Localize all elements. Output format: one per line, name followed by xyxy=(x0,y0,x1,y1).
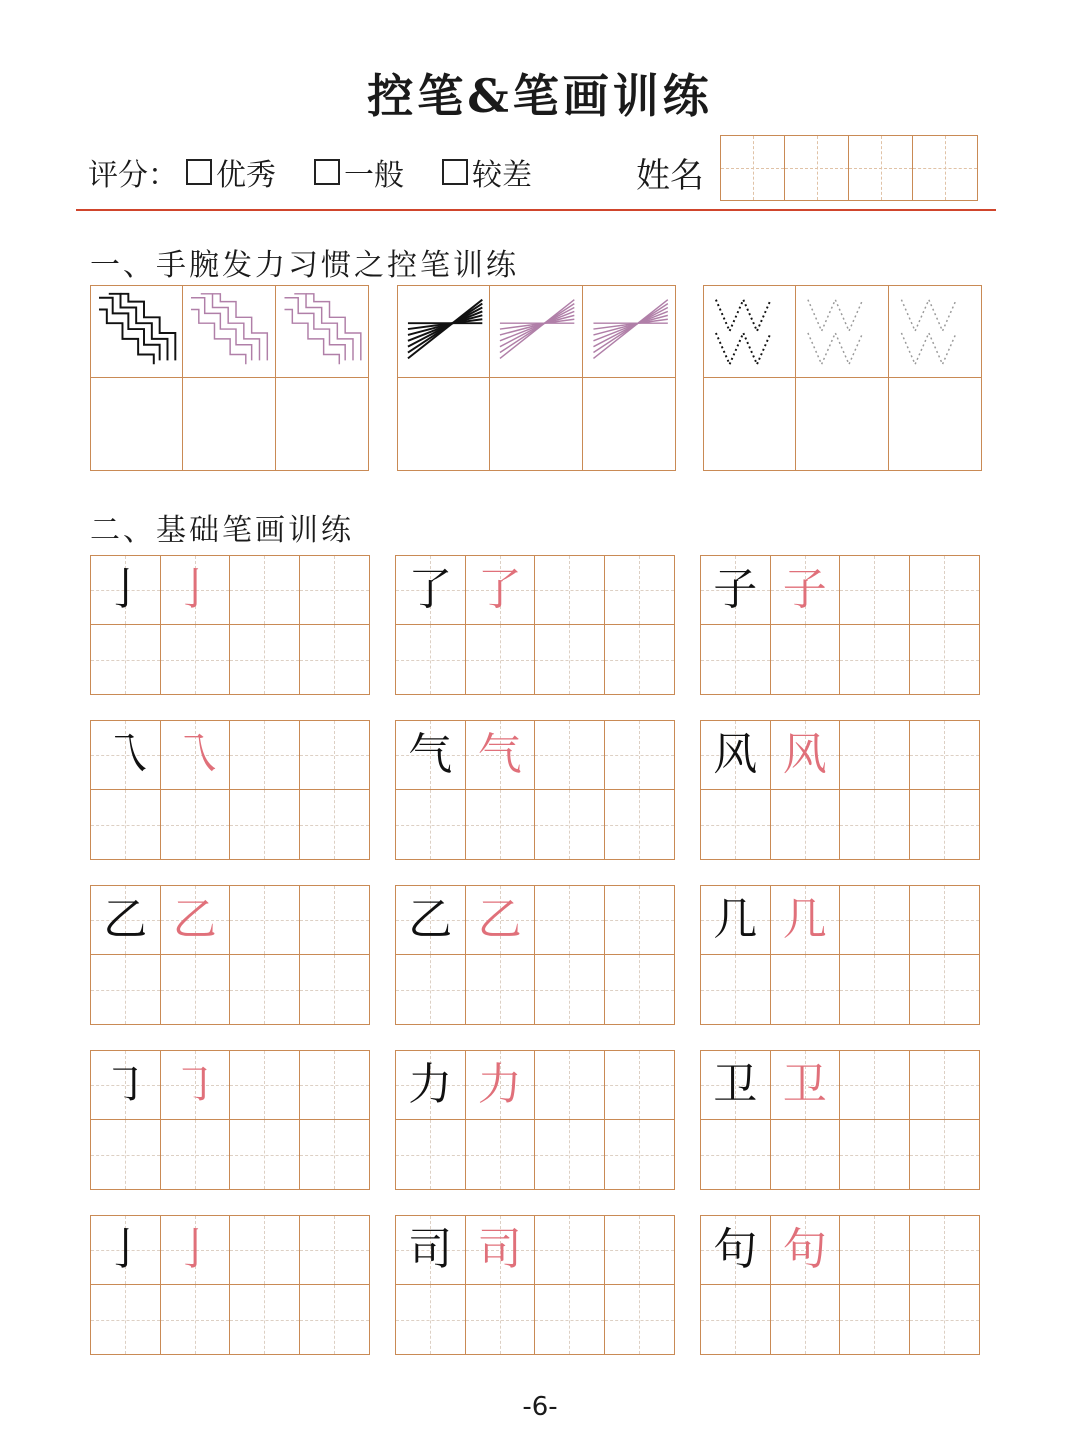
tianzige-cell[interactable] xyxy=(605,790,675,859)
stroke-practice-block xyxy=(395,1050,675,1190)
name-cell[interactable] xyxy=(721,136,785,200)
tianzige-cell xyxy=(771,886,841,955)
tianzige-cell[interactable] xyxy=(161,625,231,694)
tianzige-cell[interactable] xyxy=(701,1120,771,1189)
tianzige-cell[interactable] xyxy=(466,1285,536,1354)
tianzige-cell[interactable] xyxy=(840,721,910,790)
tianzige-cell xyxy=(771,556,841,625)
trace-character: 几 xyxy=(782,894,827,945)
checkbox-icon[interactable] xyxy=(314,159,340,185)
header-divider xyxy=(76,209,996,211)
trace-character: 司 xyxy=(477,1224,522,1275)
tianzige-cell[interactable] xyxy=(771,955,841,1024)
stroke-practice-block xyxy=(90,720,370,860)
tianzige-cell xyxy=(701,886,771,955)
tianzige-cell xyxy=(771,721,841,790)
tianzige-cell xyxy=(396,1216,466,1285)
fan-pattern-cell xyxy=(398,286,490,378)
fan-pattern-cell xyxy=(583,286,675,378)
tianzige-cell[interactable] xyxy=(300,721,370,790)
rating-row xyxy=(88,150,570,194)
tianzige-cell xyxy=(771,1051,841,1120)
tianzige-cell xyxy=(161,556,231,625)
w-pattern-cell xyxy=(704,286,796,378)
stroke-practice-block xyxy=(395,720,675,860)
tianzige-cell[interactable] xyxy=(230,955,300,1024)
tianzige-cell[interactable] xyxy=(466,625,536,694)
tianzige-cell[interactable] xyxy=(91,955,161,1024)
tianzige-cell[interactable] xyxy=(910,1120,980,1189)
dotted-w-icon xyxy=(796,286,887,377)
model-character: 亅 xyxy=(103,1224,148,1275)
tianzige-cell[interactable] xyxy=(535,1285,605,1354)
model-character: 风 xyxy=(713,729,758,780)
tianzige-cell[interactable] xyxy=(230,625,300,694)
tianzige-cell[interactable] xyxy=(771,625,841,694)
tianzige-cell[interactable] xyxy=(396,1120,466,1189)
tianzige-cell xyxy=(161,721,231,790)
tianzige-cell[interactable] xyxy=(771,1120,841,1189)
tianzige-cell[interactable] xyxy=(161,790,231,859)
model-character: 了 xyxy=(408,564,453,615)
model-character: 乙 xyxy=(408,894,453,945)
tianzige-cell xyxy=(91,721,161,790)
staircase-icon xyxy=(276,286,368,377)
trace-character: 亅 xyxy=(172,564,217,615)
stroke-practice-block xyxy=(90,885,370,1025)
checkbox-icon[interactable] xyxy=(442,159,468,185)
stroke-practice-block xyxy=(90,1215,370,1355)
pen-control-group-fan xyxy=(397,285,676,471)
trace-character: 风 xyxy=(782,729,827,780)
tianzige-cell[interactable] xyxy=(605,1216,675,1285)
tianzige-cell[interactable] xyxy=(396,625,466,694)
rating-option-poor[interactable] xyxy=(442,150,532,194)
tianzige-cell[interactable] xyxy=(840,790,910,859)
model-character: 乙 xyxy=(103,894,148,945)
tianzige-cell[interactable] xyxy=(230,886,300,955)
tianzige-cell xyxy=(466,556,536,625)
practice-cell[interactable] xyxy=(796,378,888,470)
rating-option-label: 较差 xyxy=(472,158,532,193)
rating-option-label: 优秀 xyxy=(216,158,276,193)
stroke-practice-block xyxy=(700,555,980,695)
practice-cell[interactable] xyxy=(398,378,490,470)
section2-title: 二、基础笔画训练 xyxy=(90,513,354,548)
name-cell[interactable] xyxy=(913,136,977,200)
staircase-pattern-cell xyxy=(91,286,183,378)
tianzige-cell[interactable] xyxy=(535,955,605,1024)
tianzige-cell xyxy=(91,886,161,955)
stroke-practice-block xyxy=(395,885,675,1025)
tianzige-cell xyxy=(771,1216,841,1285)
tianzige-cell[interactable] xyxy=(300,955,370,1024)
tianzige-cell xyxy=(466,1051,536,1120)
model-character: 句 xyxy=(713,1224,758,1275)
tianzige-cell[interactable] xyxy=(701,790,771,859)
trace-character: 乙 xyxy=(172,894,217,945)
tianzige-cell[interactable] xyxy=(230,1216,300,1285)
w-pattern-cell xyxy=(796,286,888,378)
stroke-practice-block xyxy=(395,1215,675,1355)
tianzige-cell[interactable] xyxy=(300,790,370,859)
pen-control-group-w xyxy=(703,285,982,471)
trace-character: 乙 xyxy=(477,894,522,945)
tianzige-cell[interactable] xyxy=(605,955,675,1024)
tianzige-cell[interactable] xyxy=(161,955,231,1024)
name-cell[interactable] xyxy=(785,136,849,200)
tianzige-cell[interactable] xyxy=(466,955,536,1024)
section1-title: 一、手腕发力习惯之控笔训练 xyxy=(90,248,519,283)
tianzige-cell[interactable] xyxy=(605,625,675,694)
fan-lines-icon xyxy=(583,286,675,377)
tianzige-cell[interactable] xyxy=(300,1120,370,1189)
tianzige-cell xyxy=(396,1051,466,1120)
model-character: 力 xyxy=(408,1059,453,1110)
stroke-practice-block xyxy=(700,720,980,860)
rating-option-average[interactable] xyxy=(314,150,404,194)
stroke-practice-block xyxy=(90,1050,370,1190)
tianzige-cell[interactable] xyxy=(535,886,605,955)
rating-option-label: 一般 xyxy=(344,158,404,193)
tianzige-cell[interactable] xyxy=(300,886,370,955)
rating-label: 评分： xyxy=(88,158,178,193)
trace-character: 亅 xyxy=(172,1224,217,1275)
tianzige-cell[interactable] xyxy=(840,1285,910,1354)
tianzige-cell[interactable] xyxy=(300,1051,370,1120)
trace-character: 卫 xyxy=(782,1059,827,1110)
tianzige-cell[interactable] xyxy=(300,556,370,625)
tianzige-cell[interactable] xyxy=(396,955,466,1024)
tianzige-cell xyxy=(91,1051,161,1120)
tianzige-cell[interactable] xyxy=(910,556,980,625)
tianzige-cell xyxy=(396,556,466,625)
staircase-icon xyxy=(91,286,182,377)
name-label: 姓名 xyxy=(636,156,704,196)
tianzige-cell[interactable] xyxy=(535,1216,605,1285)
trace-character: 气 xyxy=(477,729,522,780)
practice-cell[interactable] xyxy=(704,378,796,470)
tianzige-cell[interactable] xyxy=(910,1216,980,1285)
tianzige-cell[interactable] xyxy=(466,790,536,859)
tianzige-cell[interactable] xyxy=(300,1216,370,1285)
tianzige-cell[interactable] xyxy=(161,1285,231,1354)
tianzige-cell[interactable] xyxy=(300,1285,370,1354)
tianzige-cell xyxy=(466,886,536,955)
staircase-icon xyxy=(183,286,274,377)
tianzige-cell[interactable] xyxy=(535,1120,605,1189)
tianzige-cell xyxy=(466,1216,536,1285)
tianzige-cell[interactable] xyxy=(161,1120,231,1189)
fan-lines-icon xyxy=(398,286,489,377)
fan-lines-icon xyxy=(490,286,581,377)
trace-character: ㇆ xyxy=(172,1059,217,1110)
tianzige-cell xyxy=(701,1051,771,1120)
stroke-practice-block xyxy=(395,555,675,695)
pen-control-group-staircase xyxy=(90,285,369,471)
practice-cell[interactable] xyxy=(91,378,183,470)
tianzige-cell[interactable] xyxy=(91,625,161,694)
tianzige-cell[interactable] xyxy=(840,1120,910,1189)
stroke-practice-block xyxy=(700,885,980,1025)
stroke-practice-block xyxy=(700,1050,980,1190)
rating-option-excellent[interactable] xyxy=(186,150,276,194)
name-writing-grid[interactable] xyxy=(720,135,978,201)
tianzige-cell[interactable] xyxy=(91,1285,161,1354)
stroke-practice-block xyxy=(700,1215,980,1355)
tianzige-cell[interactable] xyxy=(910,625,980,694)
trace-character: 句 xyxy=(782,1224,827,1275)
tianzige-cell[interactable] xyxy=(230,790,300,859)
tianzige-cell[interactable] xyxy=(230,1120,300,1189)
tianzige-cell xyxy=(396,886,466,955)
tianzige-cell xyxy=(466,721,536,790)
tianzige-cell[interactable] xyxy=(230,556,300,625)
stroke-practice-block xyxy=(90,555,370,695)
tianzige-cell[interactable] xyxy=(535,790,605,859)
tianzige-cell[interactable] xyxy=(466,1120,536,1189)
tianzige-cell[interactable] xyxy=(771,790,841,859)
practice-cell[interactable] xyxy=(889,378,981,470)
tianzige-cell xyxy=(701,721,771,790)
tianzige-cell xyxy=(91,556,161,625)
model-character: 几 xyxy=(713,894,758,945)
tianzige-cell[interactable] xyxy=(230,721,300,790)
tianzige-cell[interactable] xyxy=(910,955,980,1024)
tianzige-cell xyxy=(701,556,771,625)
model-character: 气 xyxy=(408,729,453,780)
tianzige-cell xyxy=(161,1051,231,1120)
tianzige-cell[interactable] xyxy=(396,1285,466,1354)
tianzige-cell[interactable] xyxy=(910,790,980,859)
model-character: 卫 xyxy=(713,1059,758,1110)
tianzige-cell[interactable] xyxy=(910,721,980,790)
tianzige-cell xyxy=(396,721,466,790)
tianzige-cell[interactable] xyxy=(535,721,605,790)
tianzige-cell[interactable] xyxy=(300,625,370,694)
tianzige-cell[interactable] xyxy=(605,1285,675,1354)
tianzige-cell[interactable] xyxy=(605,1051,675,1120)
tianzige-cell[interactable] xyxy=(230,1051,300,1120)
tianzige-cell xyxy=(161,1216,231,1285)
tianzige-cell[interactable] xyxy=(91,790,161,859)
tianzige-cell[interactable] xyxy=(840,625,910,694)
trace-character: 乁 xyxy=(172,729,217,780)
model-character: 乁 xyxy=(103,729,148,780)
checkbox-icon[interactable] xyxy=(186,159,212,185)
tianzige-cell[interactable] xyxy=(605,1120,675,1189)
tianzige-cell[interactable] xyxy=(840,886,910,955)
name-cell[interactable] xyxy=(849,136,913,200)
tianzige-cell[interactable] xyxy=(840,1051,910,1120)
tianzige-cell[interactable] xyxy=(840,955,910,1024)
practice-cell[interactable] xyxy=(583,378,675,470)
tianzige-cell[interactable] xyxy=(535,556,605,625)
tianzige-cell xyxy=(91,1216,161,1285)
tianzige-cell[interactable] xyxy=(840,1216,910,1285)
trace-character: 子 xyxy=(782,564,827,615)
tianzige-cell xyxy=(701,1216,771,1285)
practice-cell[interactable] xyxy=(183,378,275,470)
dotted-w-icon xyxy=(704,286,795,377)
tianzige-cell[interactable] xyxy=(910,1051,980,1120)
tianzige-cell[interactable] xyxy=(605,556,675,625)
tianzige-cell[interactable] xyxy=(91,1120,161,1189)
tianzige-cell[interactable] xyxy=(701,625,771,694)
tianzige-cell[interactable] xyxy=(605,886,675,955)
model-character: ㇆ xyxy=(103,1059,148,1110)
practice-cell[interactable] xyxy=(276,378,368,470)
tianzige-cell[interactable] xyxy=(771,1285,841,1354)
tianzige-cell[interactable] xyxy=(535,625,605,694)
w-pattern-cell xyxy=(889,286,981,378)
trace-character: 了 xyxy=(477,564,522,615)
tianzige-cell[interactable] xyxy=(910,1285,980,1354)
tianzige-cell xyxy=(161,886,231,955)
model-character: 亅 xyxy=(103,564,148,615)
trace-character: 力 xyxy=(477,1059,522,1110)
staircase-pattern-cell xyxy=(183,286,275,378)
tianzige-cell[interactable] xyxy=(701,1285,771,1354)
tianzige-cell[interactable] xyxy=(230,1285,300,1354)
practice-cell[interactable] xyxy=(490,378,582,470)
model-character: 司 xyxy=(408,1224,453,1275)
tianzige-cell[interactable] xyxy=(396,790,466,859)
page-number: -6- xyxy=(522,1392,558,1422)
staircase-pattern-cell xyxy=(276,286,368,378)
tianzige-cell[interactable] xyxy=(535,1051,605,1120)
tianzige-cell[interactable] xyxy=(910,886,980,955)
model-character: 子 xyxy=(713,564,758,615)
tianzige-cell[interactable] xyxy=(701,955,771,1024)
tianzige-cell[interactable] xyxy=(605,721,675,790)
tianzige-cell[interactable] xyxy=(840,556,910,625)
page-title: 控笔&笔画训练 xyxy=(367,69,713,123)
dotted-w-icon xyxy=(889,286,981,377)
fan-pattern-cell xyxy=(490,286,582,378)
